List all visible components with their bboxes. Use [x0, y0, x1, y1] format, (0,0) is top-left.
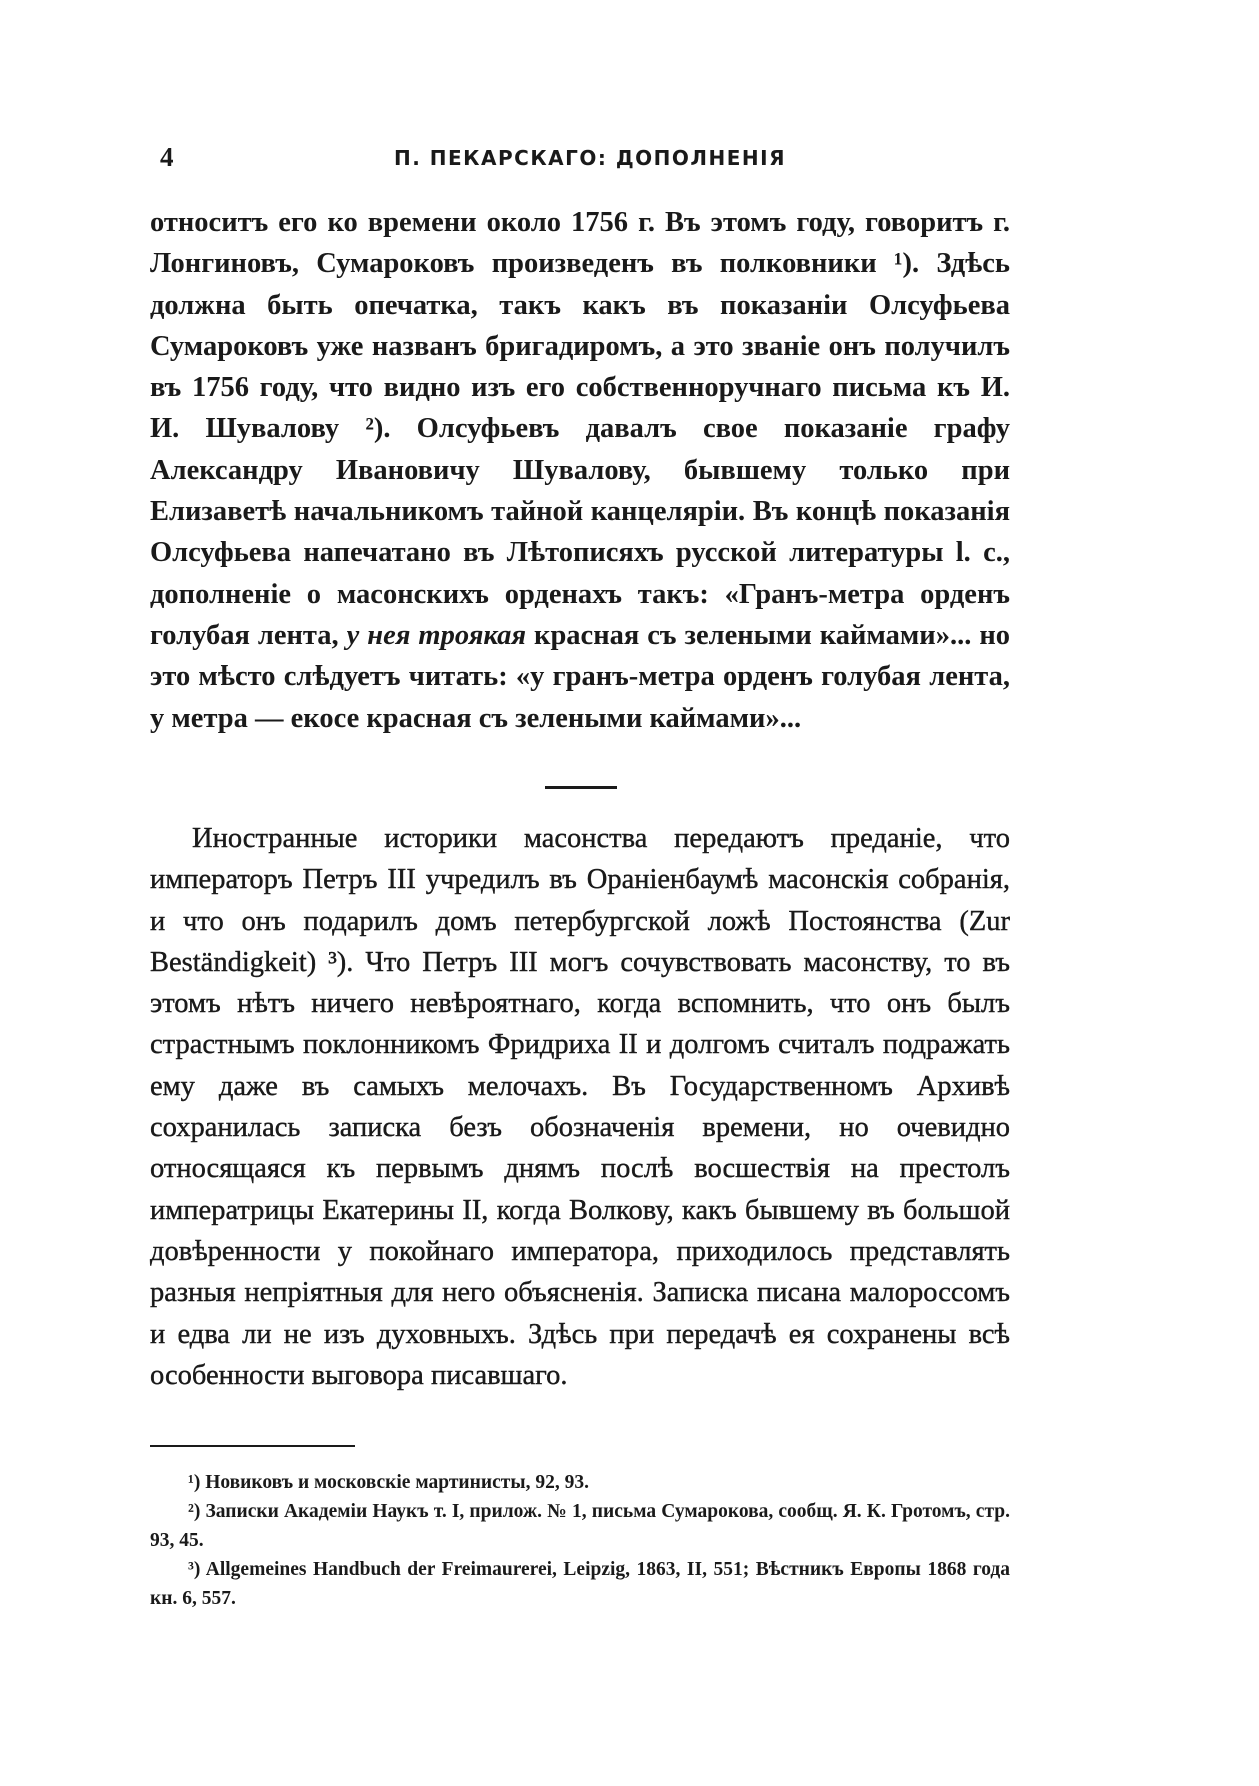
running-title: П. ПЕКАРСКАГО: ДОПОЛНЕНІЯ: [393, 146, 787, 170]
page-number: 4: [160, 142, 174, 172]
footnote-1: ¹) Новиковъ и московскіе мартинисты, 92, 93.: [188, 1472, 589, 1493]
section-divider: [545, 786, 617, 789]
paragraph-1-italic-phrase: у нея троякая: [346, 619, 527, 651]
paragraph-1-text-end: красная съ зелеными каймами»... но это мѣсто слѣдуетъ читать: «у гранъ-метра орденъ голубая лента, у метра — екосе красная съ зелеными каймами»...: [150, 619, 1010, 734]
footnotes: [150, 1468, 1010, 1613]
paragraph-1: [150, 202, 1010, 739]
footnote-2: ²) Записки Академіи Наукъ т. I, прилож. № 1, письма Сумарокова, сообщ. Я. К. Гротомъ, стр. 93, 45.: [150, 1501, 1010, 1551]
running-head: [160, 142, 1020, 182]
paragraph-1-text-start: относитъ его ко времени около 1756 г. Въ этомъ году, говоритъ г. Лонгиновъ, Сумароковъ произведенъ въ полковники ¹). Здѣсь должна быть опечатка, такъ какъ въ показаніи Олсуфьева Сумароковъ уже названъ бригадиромъ, а это званіе онъ получилъ въ 1756 году, что видно изъ его собственноручнаго письма къ И. И. Шувалову ²). Олсуфьевъ давалъ свое показаніе графу Александру Ивановичу Шувалову, бывшему только при Елизаветѣ начальникомъ тайной канцеляріи. Въ концѣ показанія Олсуфьева напечатано въ Лѣтописяхъ русской литературы l. c., дополненіе о масонскихъ орденахъ такъ: «Гранъ-метра орденъ голубая лента,: [150, 207, 1010, 651]
footnote-separator: [150, 1445, 355, 1447]
footnote-3: ³) Allgemeines Handbuch der Freimaurerei, Leipzig, 1863, II, 551; Вѣстникъ Европы 1868 года кн. 6, 557.: [150, 1559, 1010, 1609]
paragraph-2: Иностранные историки масонства передаютъ преданіе, что императоръ Петръ III учредилъ въ Ораніенбаумѣ масонскія собранія, и что онъ подарилъ домъ петербургской ложѣ Постоянства (Zur Beständigkeit) ³). Что Петръ III могъ сочувствовать масонству, то въ этомъ нѣтъ ничего невѣроятнаго, когда вспомнить, что онъ былъ страстнымъ поклонникомъ Фридриха II и долгомъ считалъ подражать ему даже въ самыхъ мелочахъ. Въ Государственномъ Архивѣ сохранилась записка безъ обозначенія времени, но очевидно относящаяся къ первымъ днямъ послѣ восшествія на престолъ императрицы Екатерины II, когда Волкову, какъ бывшему въ большой довѣренности у покойнаго императора, приходилось представлять разныя непріятныя для него объясненія. Записка писана малороссомъ и едва ли не изъ духовныхъ. Здѣсь при передачѣ ея сохранены всѣ особенности выговора писавшаго.: [150, 823, 1010, 1391]
